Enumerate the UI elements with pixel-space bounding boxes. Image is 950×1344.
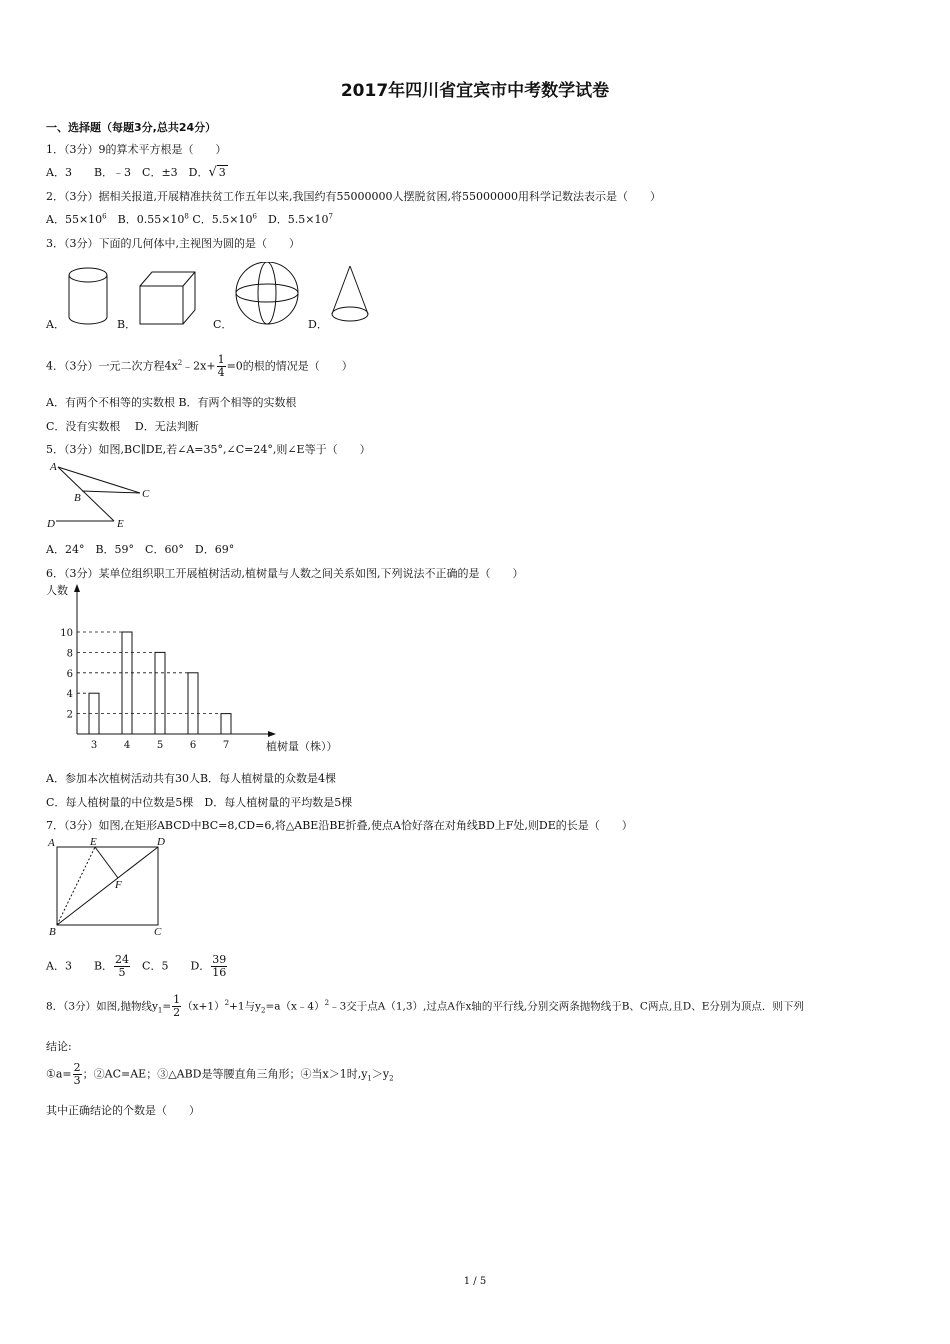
question-7-options xyxy=(46,954,228,979)
label-d: D xyxy=(157,836,165,848)
y-tick-4: 4 xyxy=(66,689,73,701)
line-bc xyxy=(82,491,140,493)
q8-eq: = xyxy=(162,1000,172,1013)
q8-c1: ①a= xyxy=(46,1067,72,1081)
bar-4 xyxy=(122,632,132,734)
bar-6 xyxy=(188,673,198,734)
q3-option-d-label: D． xyxy=(308,318,328,331)
question-6-stem: 6．（3分）某单位组织职工开展植树活动,植树量与人数之间关系如图,下列说法不正确的是（ ） xyxy=(46,567,524,580)
question-8-ask: 其中正确结论的个数是（ ） xyxy=(46,1104,200,1117)
x-tick-7: 7 xyxy=(222,740,230,751)
q4-stem-post: =0的根的情况是（ ） xyxy=(226,359,353,373)
label-e: E xyxy=(117,518,124,530)
question-3-stem: 3．（3分）下面的几何体中,主视图为圆的是（ ） xyxy=(46,237,300,250)
line-ae xyxy=(58,467,114,521)
q2-option-d-exp: 7 xyxy=(328,212,333,221)
q2-option-d: D．5.5×10 xyxy=(256,213,329,226)
q4-frac-den: 4 xyxy=(217,366,225,379)
question-7-stem: 7．（3分）如图,在矩形ABCD中BC=8,CD=6,将△ABE沿BE折叠,使点A恰好落在对角线BD上F处,则DE的长是（ ） xyxy=(46,819,633,832)
diagonal-bd xyxy=(57,847,158,925)
y-axis-label: 人数 xyxy=(46,584,68,597)
q4-frac-num: 1 xyxy=(217,353,225,366)
sqrt-arg: 3 xyxy=(218,166,226,179)
bar-7 xyxy=(221,714,231,734)
x-tick-3: 3 xyxy=(90,740,98,751)
q8-c2: ；②AC=AE；③△ABD是等腰直角三角形；④当x＞1时,y xyxy=(82,1067,368,1081)
y-tick-6: 6 xyxy=(66,668,73,680)
cone-shape xyxy=(332,266,368,321)
label-c: C xyxy=(154,926,162,938)
q4-fraction xyxy=(217,354,226,379)
q2-option-a-exp: 6 xyxy=(102,212,107,221)
q2-option-c-exp: 6 xyxy=(252,212,257,221)
q8-c1-fraction xyxy=(73,1062,82,1087)
q7-b-num: 24 xyxy=(115,953,130,966)
question-6-options-1: A．参加本次植树活动共有30人B．每人植树量的众数是4棵 xyxy=(46,772,337,785)
label-a: A xyxy=(48,837,55,849)
line-be xyxy=(57,847,95,925)
question-4-stem xyxy=(46,354,353,379)
question-8-continuation: 结论: xyxy=(46,1040,72,1053)
q8-c1-den: 3 xyxy=(73,1074,81,1087)
label-a: A xyxy=(50,461,57,473)
y-tick-2: 2 xyxy=(66,709,73,721)
q2-option-c: C．5.5×10 xyxy=(188,213,253,226)
q5-figure xyxy=(44,459,164,533)
x-tick-5: 5 xyxy=(156,740,164,751)
q7-figure xyxy=(44,834,174,940)
q2-option-b: B．0.55×10 xyxy=(106,213,185,226)
question-8-conclusions xyxy=(46,1062,394,1087)
x-tick-4: 4 xyxy=(123,740,131,751)
cube-shape xyxy=(140,272,195,324)
question-4-options-2: C．没有实数根 D．无法判断 xyxy=(46,420,199,433)
q3-option-b-label: B． xyxy=(117,318,137,331)
q8-mid: （x+1） xyxy=(182,1000,225,1013)
q3-option-a-label: A． xyxy=(46,318,65,331)
question-5-options: A．24° B．59° C．60° D．69° xyxy=(46,543,235,556)
sqrt-symbol: √ xyxy=(208,165,217,180)
y-axis-arrow xyxy=(74,584,80,592)
y-tick-8: 8 xyxy=(66,648,73,660)
q8-pre: 8．（3分）如图,抛物线y xyxy=(46,1000,158,1013)
q7-option-c: C．5 D． xyxy=(142,959,211,973)
q6-bar-chart xyxy=(44,580,364,758)
q7-option-d-fraction xyxy=(211,954,227,979)
q7-option-b-fraction xyxy=(114,954,130,979)
q8-fraction xyxy=(172,994,181,1019)
question-2-options xyxy=(46,211,333,227)
question-1-option-text: A．3 B．﹣3 C．±3 D． xyxy=(46,166,209,179)
question-1-options xyxy=(46,164,228,180)
section-heading: 一、选择题（每题3分,总共24分） xyxy=(46,121,217,134)
y-tick-10: 10 xyxy=(60,628,73,639)
label-f: F xyxy=(115,879,122,891)
q8-sub2: 2 xyxy=(260,1006,266,1015)
line-ac xyxy=(58,467,140,493)
page-title: 2017年四川省宜宾市中考数学试卷 xyxy=(340,81,610,101)
q8-post2: ﹣3交于点A（1,3）,过点A作x轴的平行线,分别交两条抛物线于B、C两点,且D、E分别为顶点．则下列 xyxy=(329,1000,804,1013)
question-8-stem xyxy=(46,994,804,1019)
q8-c3: ＞y xyxy=(371,1067,390,1081)
q4-stem-pre: 4．（3分）一元二次方程4x xyxy=(46,359,178,373)
q8-c-sub1: 1 xyxy=(367,1074,372,1083)
bar-5 xyxy=(155,652,165,734)
q2-option-b-exp: 8 xyxy=(184,212,189,221)
cylinder-shape xyxy=(69,268,107,324)
x-axis-arrow xyxy=(268,731,276,737)
question-5-stem: 5．（3分）如图,BC∥DE,若∠A=35°,∠C=24°,则∠E等于（ ） xyxy=(46,443,371,456)
q4-stem-mid: ﹣2x+ xyxy=(182,359,216,373)
x-axis-label: 植树量（株）） xyxy=(266,740,338,753)
q7-b-den: 5 xyxy=(118,966,126,979)
q8-frac-num: 1 xyxy=(173,993,181,1006)
q8-pow1: 2 xyxy=(224,999,230,1007)
q3-option-c-label: C． xyxy=(213,318,233,331)
q2-option-a: A．55×10 xyxy=(46,213,103,226)
question-4-options-1: A．有两个不相等的实数根 B．有两个相等的实数根 xyxy=(46,396,297,409)
q3-shapes-figure xyxy=(60,262,380,330)
label-d: D xyxy=(47,518,55,530)
line-ef xyxy=(95,847,118,878)
q8-c-sub2: 2 xyxy=(389,1074,394,1083)
label-b: B xyxy=(49,926,56,938)
question-6-options-2: C．每人植树量的中位数是5棵 D．每人植树量的平均数是5棵 xyxy=(46,796,353,809)
q8-frac-den: 2 xyxy=(173,1006,181,1019)
q7-d-den: 16 xyxy=(212,966,227,979)
q4-square: 2 xyxy=(177,358,183,367)
x-tick-6: 6 xyxy=(189,740,197,751)
q7-d-num: 39 xyxy=(212,953,227,966)
question-2-stem: 2．（3分）据相关报道,开展精准扶贫工作五年以来,我国约有55000000人摆脱贫困,将55000000用科学记数法表示是（ ） xyxy=(46,190,661,203)
q8-c1-num: 2 xyxy=(73,1061,81,1074)
q8-sub1: 1 xyxy=(157,1006,163,1015)
q8-post: =a（x﹣4） xyxy=(265,1000,325,1013)
q7-option-a: A．3 B． xyxy=(46,959,114,973)
label-b: B xyxy=(74,492,81,504)
label-c: C xyxy=(142,488,150,500)
sphere-shape xyxy=(236,262,298,324)
question-1-stem: 1．（3分）9的算术平方根是（ ） xyxy=(46,143,227,156)
q8-mid2: +1与y xyxy=(229,1000,261,1013)
q8-pow2: 2 xyxy=(324,999,330,1007)
label-e: E xyxy=(90,836,97,848)
page-footer: 1 / 5 xyxy=(463,1276,487,1287)
